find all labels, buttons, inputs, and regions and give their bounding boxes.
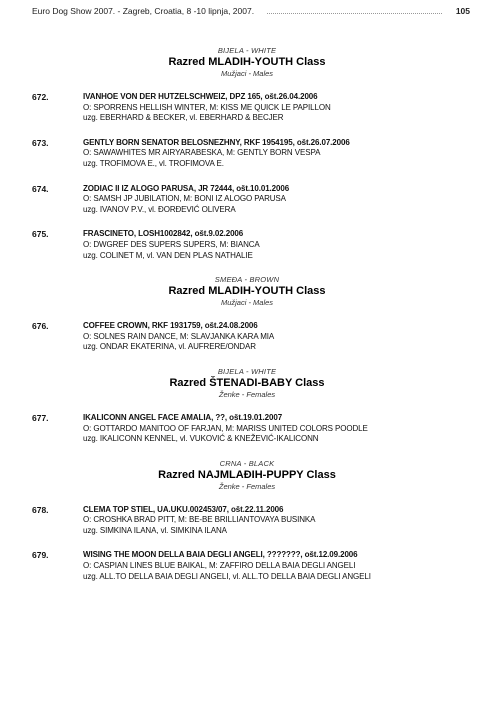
- entry-number: 676.: [32, 321, 49, 332]
- page-header: [32, 6, 470, 20]
- entry-number: 677.: [32, 412, 49, 423]
- header-leader-line: [267, 13, 442, 14]
- sire-dam: O: CASPIAN LINES BLUE BAIKAL, M: ZAFFIRO DELLA BAIA DEGLI ANGELI: [83, 561, 356, 571]
- breeder-owner: uzg. IVANOV P.V., vl. ĐORĐEVIĆ OLIVERA: [83, 204, 236, 214]
- section-sex: Ženke - Females: [218, 389, 276, 399]
- entry-number: 673.: [32, 137, 49, 148]
- sire-dam: O: SAMSH JP JUBILATION, M: BONI IZ ALOGO PARUSA: [83, 194, 286, 204]
- section-sex: Mužjaci - Males: [220, 69, 274, 78]
- catalog-entry: [32, 92, 462, 124]
- section-color: SMEĐA - BROWN: [214, 275, 280, 285]
- dog-name-registration: COFFEE CROWN, RKF 1931759, ošt.24.08.2006: [83, 321, 258, 331]
- section-class-title: Razred MLADIH-YOUTH Class: [168, 285, 326, 298]
- dog-name-registration: GENTLY BORN SENATOR BELOSNEZHNY, RKF 1954195, ošt.26.07.2006: [83, 137, 350, 147]
- catalog-content: [32, 46, 462, 582]
- sire-dam: O: SAWAWHITES MR AIRYARABESKA, M: GENTLY BORN VESPA: [83, 148, 321, 158]
- section-class-title: Razred NAJMLAĐIH-PUPPY Class: [158, 468, 336, 481]
- dog-name-registration: CLEMA TOP STIEL, UA.UKU.002453/07, ošt.22.11.2006: [83, 504, 284, 514]
- catalog-entry: [32, 184, 462, 216]
- entry-number: 675.: [32, 229, 49, 240]
- section-heading: [32, 46, 462, 79]
- dog-name-registration: WISING THE MOON DELLA BAIA DEGLI ANGELI, ???????, ošt.12.09.2006: [83, 550, 358, 560]
- breeder-owner: uzg. ONDAR EKATERINA, vl. AUFRERE/ONDAR: [83, 342, 256, 352]
- section-class-title: Razred ŠTENADI-BABY Class: [169, 376, 325, 389]
- sire-dam: O: DWGREF DES SUPERS SUPERS, M: BIANCA: [83, 239, 260, 249]
- catalog-entry: [32, 413, 462, 445]
- section-sex: Ženke - Females: [218, 481, 276, 491]
- breeder-owner: uzg. SIMKINA ILANA, vl. SIMKINA ILANA: [83, 525, 227, 535]
- sire-dam: O: CROSHKA BRAD PITT, M: BE-BE BRILLIANTOVAYA BUSINKA: [83, 515, 316, 525]
- dog-name-registration: IKALICONN ANGEL FACE AMALIA, ??, ošt.19.01.2007: [83, 412, 283, 422]
- catalog-entry: [32, 321, 462, 353]
- breeder-owner: uzg. ALL.TO DELLA BAIA DEGLI ANGELI, vl. ALL.TO DELLA BAIA DEGLI ANGELI: [83, 571, 371, 581]
- breeder-owner: uzg. IKALICONN KENNEL, vl. VUKOVIĆ & KNEŽEVIĆ-IKALICONN: [83, 434, 319, 444]
- sire-dam: O: GOTTARDO MANITOO OF FARJAN, M: MARISS UNITED COLORS POODLE: [83, 423, 368, 433]
- sire-dam: O: SOLNES RAIN DANCE, M: SLAVJANKA KARA MIA: [83, 331, 275, 341]
- entry-number: 679.: [32, 550, 49, 561]
- breeder-owner: uzg. COLINET M, vl. VAN DEN PLAS NATHALIE: [83, 250, 253, 260]
- section-sex: Mužjaci - Males: [220, 298, 274, 308]
- sire-dam: O: SPORRENS HELLISH WINTER, M: KISS ME QUICK LE PAPILLON: [83, 102, 331, 112]
- section-heading: [32, 459, 462, 492]
- section-color: BIJELA - WHITE: [217, 366, 277, 376]
- entry-number: 672.: [32, 92, 49, 102]
- header-title: Euro Dog Show 2007. - Zagreb, Croatia, 8 -10 lipnja, 2007.: [32, 6, 255, 16]
- entry-number: 678.: [32, 504, 49, 515]
- dog-name-registration: IVANHOE VON DER HUTZELSCHWEIZ, DPZ 165, ošt.26.04.2006: [83, 92, 318, 101]
- breeder-owner: uzg. EBERHARD & BECKER, vl. EBERHARD & BECJER: [83, 113, 284, 123]
- page-number: 105: [455, 6, 470, 16]
- section-color: CRNA - BLACK: [219, 458, 275, 468]
- catalog-entry: [32, 505, 462, 537]
- breeder-owner: uzg. TROFIMOVA E., vl. TROFIMOVA E.: [83, 158, 224, 168]
- catalog-entry: [32, 138, 462, 170]
- section-heading: [32, 275, 462, 308]
- entry-number: 674.: [32, 183, 49, 194]
- section-heading: [32, 367, 462, 400]
- section-class-title: Razred MLADIH-YOUTH Class: [168, 56, 326, 68]
- catalog-entry: [32, 229, 462, 261]
- dog-name-registration: ZODIAC II IZ ALOGO PARUSA, JR 72444, ošt.10.01.2006: [83, 183, 290, 193]
- dog-name-registration: FRASCINETO, LOSH1002842, ošt.9.02.2006: [83, 229, 244, 239]
- catalog-entry: [32, 550, 462, 582]
- section-color: BIJELA - WHITE: [217, 46, 277, 55]
